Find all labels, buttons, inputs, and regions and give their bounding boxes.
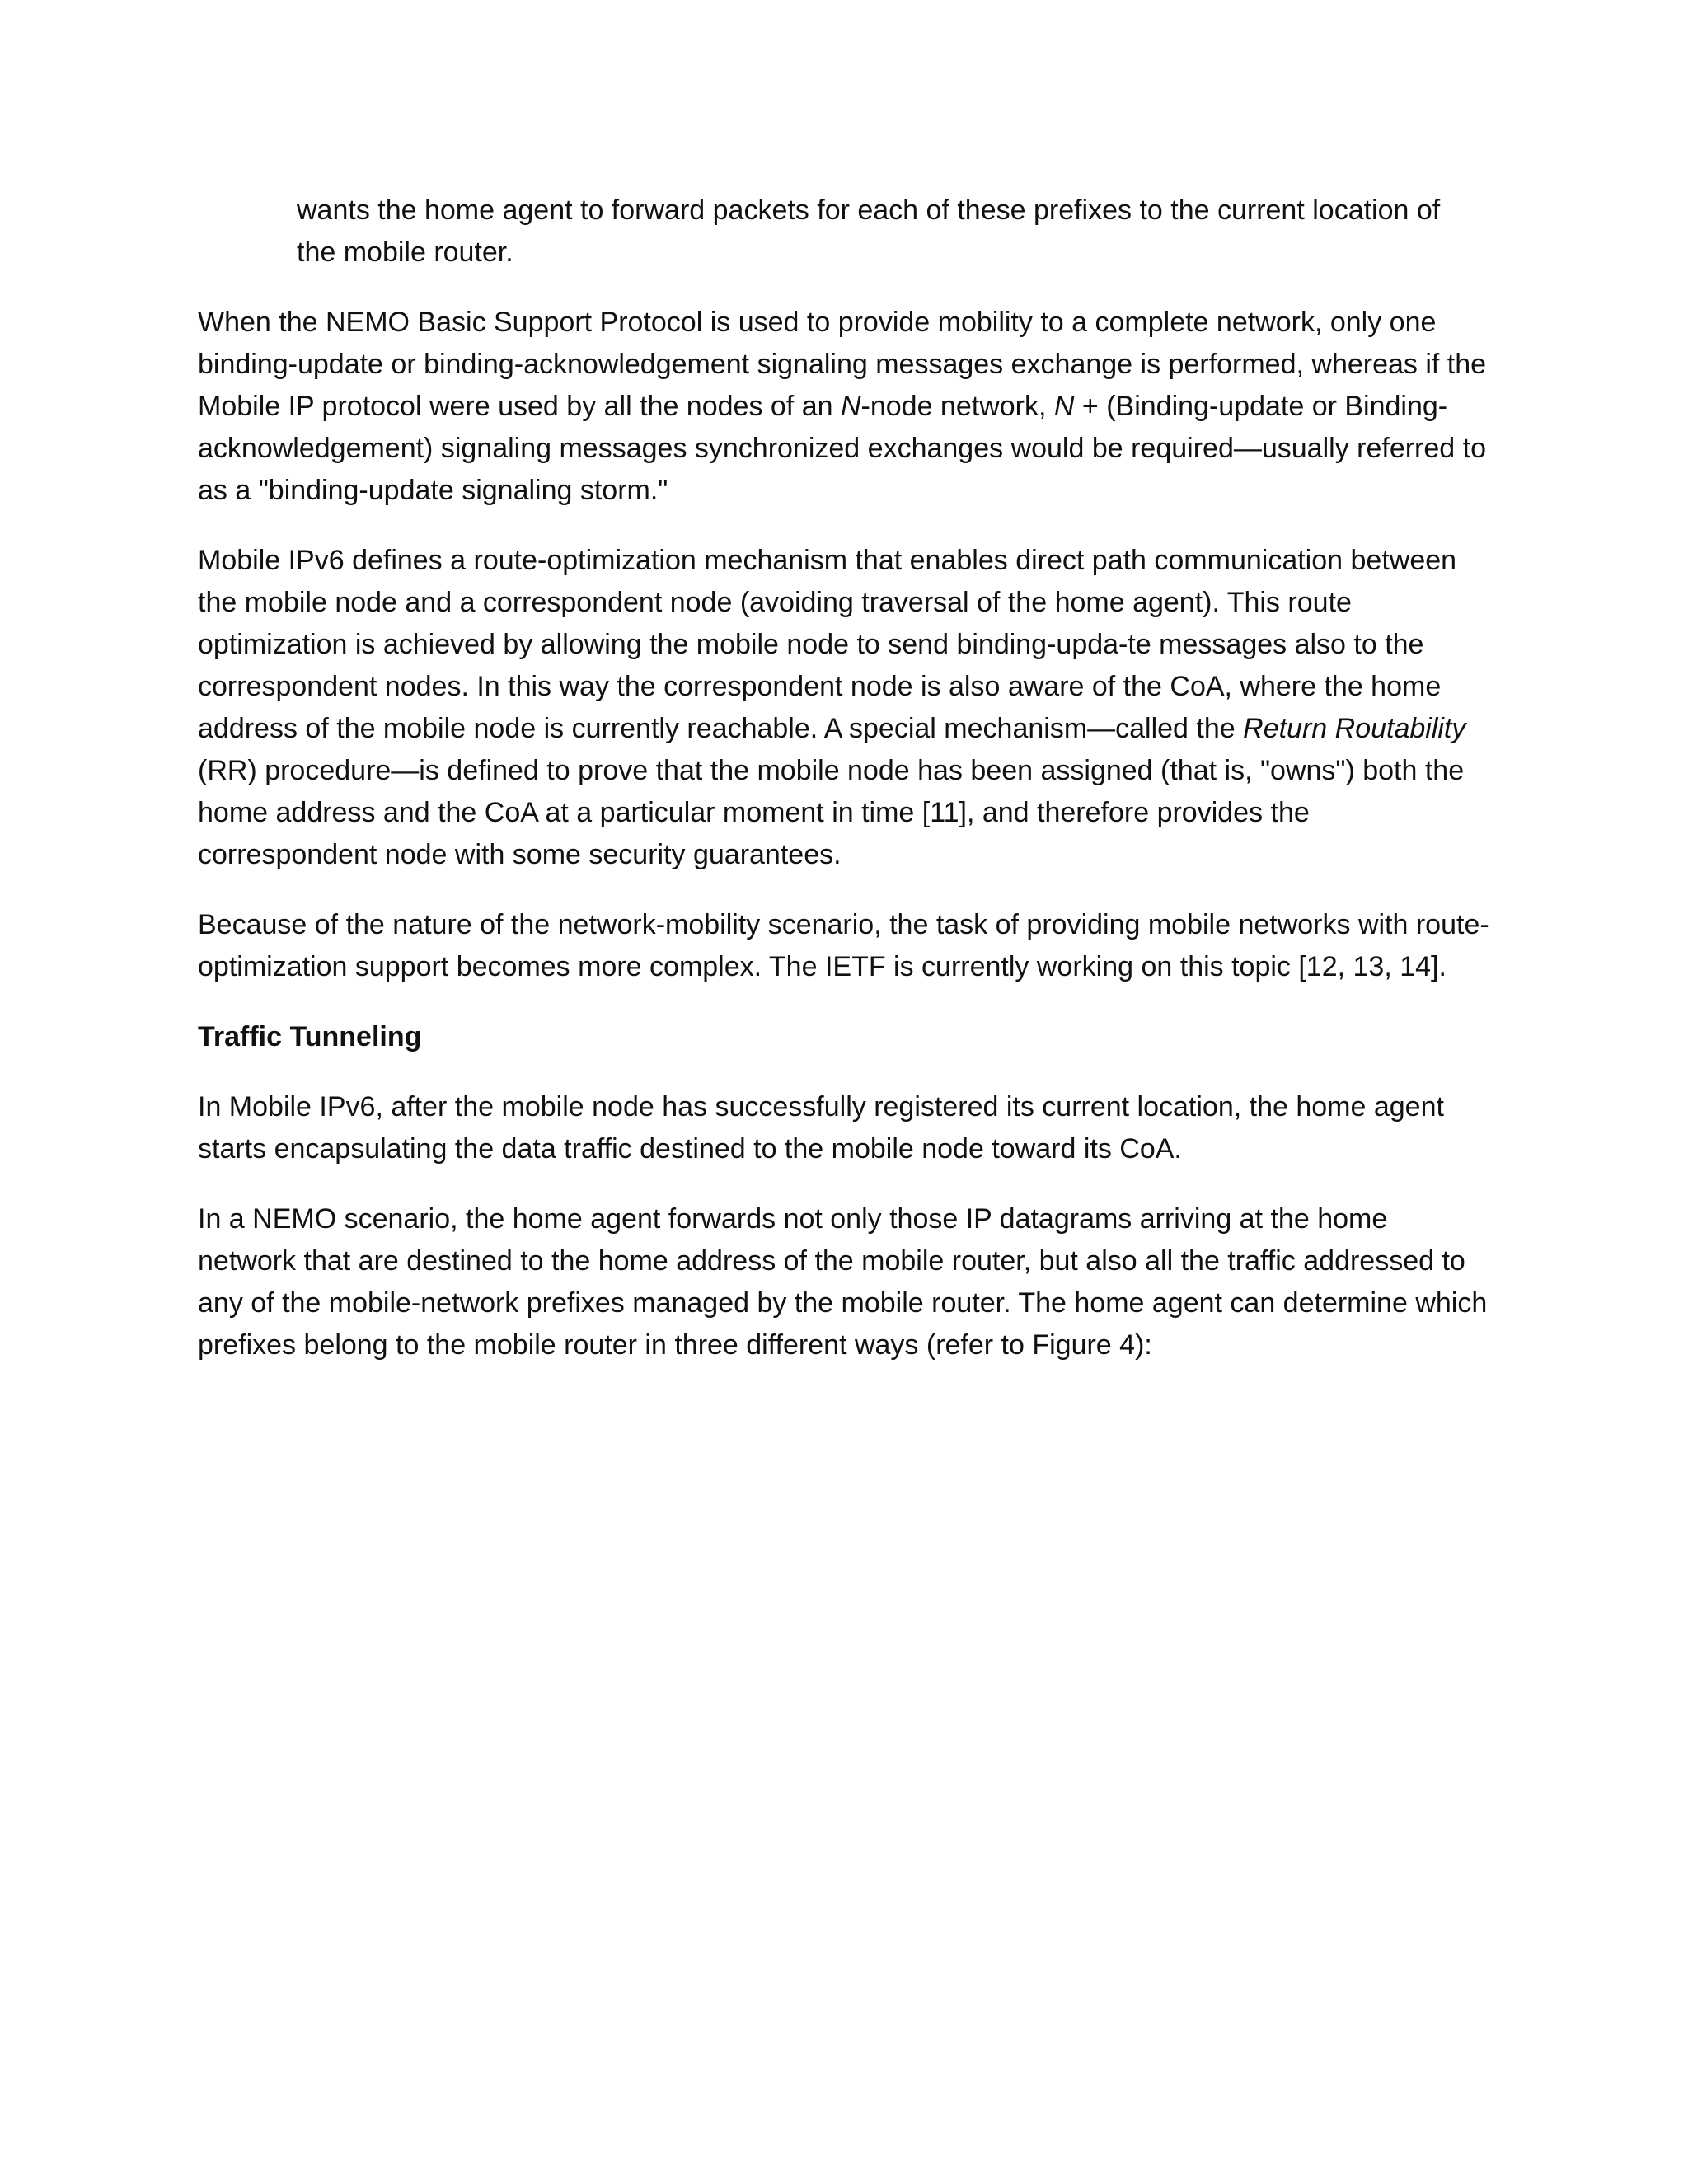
document-page <box>198 190 1492 1394</box>
paragraph-network-mobility: Because of the nature of the network-mobility scenario, the task of providing mobile networks with route-optimization support becomes more complex. The IETF is currently working on this topic [12, 13, 14]. <box>198 909 1489 982</box>
paragraph-continuation: wants the home agent to forward packets for each of these prefixes to the current location of the mobile router. <box>297 194 1441 268</box>
italic-n: N <box>1053 391 1075 422</box>
paragraph-nemo-scenario: In a NEMO scenario, the home agent forwards not only those IP datagrams arriving at the home network that are destined to the home address of the mobile router, but also all the traffic addressed to any of the mobile-network prefixes managed by the mobile router. The home agent can determine which prefixes belong to the mobile router in three different ways (refer to Figure 4): <box>198 1203 1488 1361</box>
text-run: (RR) procedure—is defined to prove that the mobile node has been assigned (that is, "owns") both the home address and the CoA at a particular moment in time [11], and therefore provides the correspondent node with some security guarantees. <box>198 755 1465 870</box>
italic-return-routability: Return Routability <box>1243 713 1466 744</box>
paragraph-mobile-ipv6-tunneling: In Mobile IPv6, after the mobile node has successfully registered its current location, the home agent starts encapsulating the data traffic destined to the mobile node toward its CoA. <box>198 1091 1444 1165</box>
text-run: Mobile IPv6 defines a route-optimization mechanism that enables direct path communication between the mobile node and a correspondent node (avoiding traversal of the home agent). This route optimization is achieved by allowing the mobile node to send binding-upda-te messages also to the correspondent nodes. In this way the correspondent node is also aware of the CoA, where the home address of the mobile node is currently reachable. A special mechanism—called the <box>198 545 1457 744</box>
text-run: When the NEMO Basic Support Protocol is used to provide mobility to a complete network, only one binding-update or binding-acknowledgement signaling messages exchange is performed, whereas if the Mobile IP protocol were used by all the nodes of an <box>198 307 1487 422</box>
paragraph-route-optimization <box>198 540 1492 876</box>
italic-n: N <box>840 391 861 422</box>
text-run: + (Binding-update or Binding-acknowledgement) signaling messages synchronized exchanges would be required—usually referred to as a "binding-update signaling storm." <box>198 391 1486 506</box>
text-run: -node network, <box>860 391 1054 422</box>
section-heading: Traffic Tunneling <box>198 1021 422 1052</box>
paragraph-binding-storm <box>198 302 1492 512</box>
